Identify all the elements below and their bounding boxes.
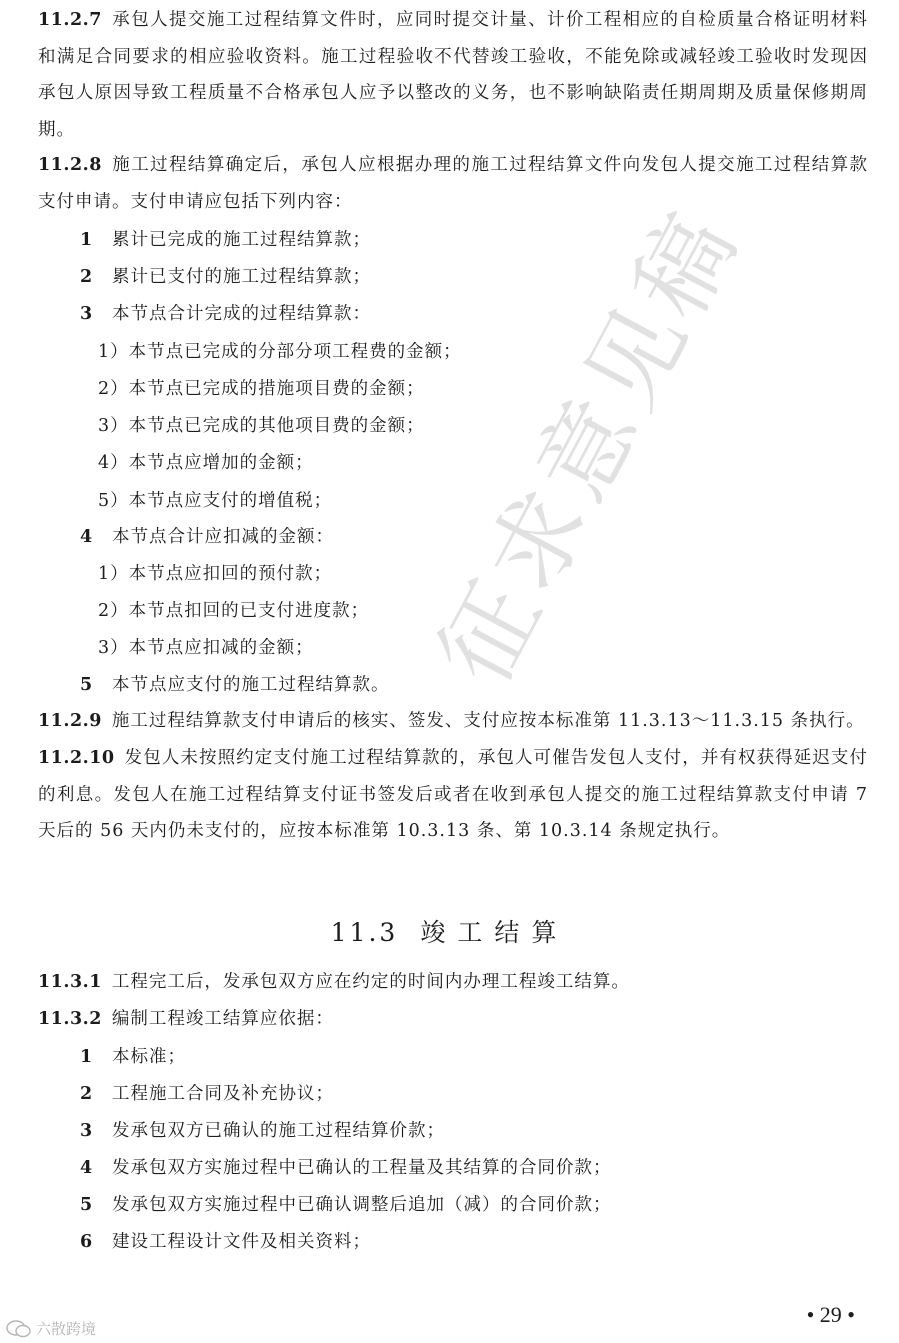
list-item: 1 累计已完成的施工过程结算款； [80, 230, 371, 250]
sub-item: 2）本节点已完成的措施项目费的金额； [98, 379, 425, 399]
clause-number: 11.2.9 [38, 711, 102, 731]
list-item: 5 发承包双方实施过程中已确认调整后追加（减）的合同价款； [80, 1195, 612, 1215]
list-item: 3 本节点合计完成的过程结算款： [80, 304, 371, 324]
sub-item: 5）本节点应支付的增值税； [98, 491, 333, 511]
wechat-bubble-icon [6, 1319, 32, 1339]
sub-item: 2）本节点扣回的已支付进度款； [98, 601, 370, 621]
brand-name: 六散跨境 [36, 1320, 97, 1338]
clause-number: 11.3.2 [38, 1009, 102, 1029]
clause-number: 11.2.8 [38, 155, 102, 175]
list-item: 2 工程施工合同及补充协议； [80, 1084, 334, 1104]
sub-item: 4）本节点应增加的金额； [98, 453, 314, 473]
list-item: 1 本标准； [80, 1047, 186, 1067]
clause-number: 11.2.10 [38, 748, 115, 768]
clause-text: 编制工程竣工结算应依据： [111, 1009, 334, 1029]
list-item: 3 发承包双方已确认的施工过程结算价款； [80, 1121, 445, 1141]
clause-11-2-7 [38, 2, 868, 148]
list-item: 4 发承包双方实施过程中已确认的工程量及其结算的合同价款； [80, 1158, 612, 1178]
sub-item: 3）本节点应扣减的金额； [98, 638, 314, 658]
draft-watermark: 征求意见稿 [417, 190, 761, 702]
list-item: 6 建设工程设计文件及相关资料； [80, 1232, 371, 1252]
clause-text: 工程完工后，发承包双方应在约定的时间内办理工程竣工结算。 [111, 972, 630, 992]
clause-11-3-1 [38, 964, 868, 1001]
clause-text: 施工过程结算款支付申请后的核实、签发、支付应按本标准第 11.3.13～11.3.15 条执行。 [111, 711, 865, 731]
sub-item: 1）本节点已完成的分部分项工程费的金额； [98, 342, 462, 362]
list-item: 2 累计已支付的施工过程结算款； [80, 267, 371, 287]
clause-11-2-9 [38, 703, 868, 740]
clause-number: 11.3.1 [38, 972, 102, 992]
page-number: • 29 • [806, 1302, 855, 1327]
brand-watermark [6, 1318, 96, 1339]
clause-text: 施工过程结算确定后，承包人应根据办理的施工过程结算文件向发包人提交施工过程结算款支付申请。支付申请应包括下列内容： [38, 155, 868, 212]
clause-11-3-2 [38, 1001, 868, 1038]
clause-text: 承包人提交施工过程结算文件时，应同时提交计量、计价工程相应的自检质量合格证明材料和满足合同要求的相应验收资料。施工过程验收不代替竣工验收，不能免除或减轻竣工验收时发现因承包人原因导致工程质量不合格承包人应予以整改的义务，也不影响缺陷责任期周期及质量保修期周期。 [38, 10, 868, 140]
sub-item: 3）本节点已完成的其他项目费的金额； [98, 416, 425, 436]
sub-item: 1）本节点应扣回的预付款； [98, 564, 333, 584]
list-item: 4 本节点合计应扣减的金额： [80, 527, 334, 547]
clause-11-2-8 [38, 147, 868, 220]
section-title: 竣工结算 [420, 918, 569, 947]
clause-number: 11.2.7 [38, 10, 102, 30]
list-item: 5 本节点应支付的施工过程结算款。 [80, 675, 390, 695]
section-heading [0, 913, 899, 949]
clause-text: 发包人未按照约定支付施工过程结算款的，承包人可催告发包人支付，并有权获得延迟支付的利息。发包人在施工过程结算支付证书签发后或者在收到承包人提交的施工过程结算款支付申请 7 天后的 56 天内仍未支付的，应按本标准第 10.3.13 条、第 10.3.14 条规定执行。 [38, 748, 868, 841]
clause-11-2-10 [38, 740, 868, 850]
section-number: 11.3 [330, 918, 399, 947]
